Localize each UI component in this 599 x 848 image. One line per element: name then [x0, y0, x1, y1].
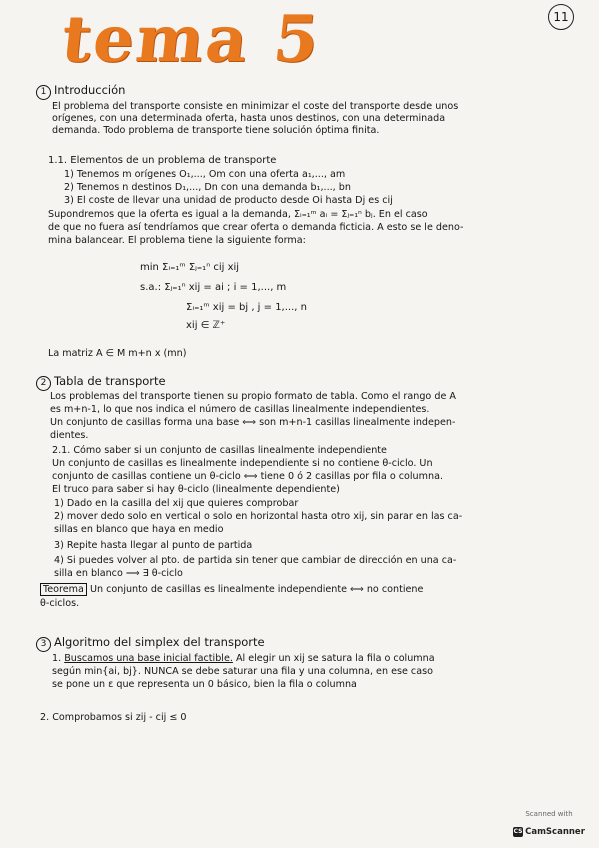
theorem-label: Teorema — [40, 583, 87, 596]
list-item: 2) Tenemos n destinos D₁,..., Dn con una demanda b₁,..., bn — [64, 182, 351, 193]
paragraph-line: se pone un ε que representa un 0 básico, bien la fila o columna — [52, 679, 357, 690]
constraint-demand: Σᵢ₌₁ᵐ xij = bj , j = 1,..., n — [186, 302, 307, 313]
paragraph-line: El truco para saber si hay θ-ciclo (linealmente dependiente) — [52, 484, 340, 495]
section-3-heading — [36, 636, 265, 652]
paragraph-line: mina balancear. El problema tiene la siguiente forma: — [48, 235, 306, 246]
list-item: 3) El coste de llevar una unidad de producto desde Oi hasta Dj es cij — [64, 195, 393, 206]
list-item: 4) Si puedes volver al pto. de partida sin tener que cambiar de dirección en una ca- — [54, 555, 457, 566]
list-item: 1) Tenemos m orígenes O₁,..., Om con una oferta a₁,..., am — [64, 169, 346, 180]
brand-name: CamScanner — [525, 827, 585, 837]
paragraph-line: según min{ai, bj}. NUNCA se debe saturar una fila y una columna, en ese caso — [52, 666, 433, 677]
section-number: 2 — [36, 376, 51, 391]
paragraph-line: Un conjunto de casillas forma una base ⟺ son m+n-1 casillas linealmente indepen- — [50, 417, 456, 428]
theorem-text-cont: θ-ciclos. — [40, 598, 80, 609]
list-item: sillas en blanco que haya en medio — [54, 524, 224, 535]
paragraph-line: Un conjunto de casillas es linealmente independiente si no contiene θ-ciclo. Un — [52, 458, 433, 469]
constraint-supply: s.a.: Σⱼ₌₁ⁿ xij = ai ; i = 1,..., m — [140, 282, 287, 293]
paragraph-line: Supondremos que la oferta es igual a la demanda, Σᵢ₌₁ᵐ aᵢ = Σⱼ₌₁ⁿ bⱼ. En el caso — [48, 209, 428, 220]
step-1 — [52, 653, 435, 665]
list-item: 3) Repite hasta llegar al punto de partida — [54, 540, 253, 551]
theorem-text: Un conjunto de casillas es linealmente independiente ⟺ no contiene — [89, 584, 424, 595]
constraint-integer: xij ∈ ℤ⁺ — [186, 320, 226, 331]
section-number: 1 — [36, 85, 51, 100]
paragraph-line: dientes. — [50, 430, 89, 441]
step-1-underlined: Buscamos una base inicial factible. — [64, 653, 233, 664]
list-item: 1) Dado en la casilla del xij que quieres comprobar — [54, 498, 299, 509]
matrix-line: La matriz A ∈ M m+n x (mn) — [48, 348, 187, 359]
section-2-heading — [36, 375, 166, 391]
section-title: Tabla de transporte — [54, 374, 166, 388]
camscanner-logo-icon: CS — [513, 828, 523, 835]
camscanner-brand — [513, 827, 585, 837]
step-2: 2. Comprobamos si zij - cij ≤ 0 — [40, 712, 187, 723]
step-1-rest: Al elegir un xij se satura la fila o columna — [232, 653, 435, 664]
page-number: 11 — [548, 4, 574, 30]
section-number: 3 — [36, 637, 51, 652]
subsection-heading: 1.1. Elementos de un problema de transporte — [48, 155, 277, 166]
paragraph-line: El problema del transporte consiste en minimizar el coste del transporte desde unos — [52, 101, 459, 112]
subsection-heading: 2.1. Cómo saber si un conjunto de casillas linealmente independiente — [52, 445, 387, 456]
list-item: silla en blanco ⟹ ∃ θ-ciclo — [54, 568, 183, 579]
paragraph-line: Los problemas del transporte tienen su propio formato de tabla. Como el rango de A — [50, 391, 456, 402]
paragraph-line: orígenes, con una determinada oferta, hasta unos destinos, con una determinada — [52, 113, 446, 124]
paragraph-line: de que no fuera así tendríamos que crear oferta o demanda ficticia. A esto se le deno- — [48, 222, 464, 233]
camscanner-watermark — [512, 810, 586, 840]
step-number: 1. — [52, 653, 65, 664]
list-item: 2) mover dedo solo en vertical o solo en horizontal hasta otro xij, sin parar en las ca- — [54, 511, 463, 522]
page-title: tema 5 — [58, 2, 325, 77]
paragraph-line: conjunto de casillas contiene un θ-ciclo ⟺ tiene 0 ó 2 casillas por fila o columna. — [52, 471, 443, 482]
section-title: Algoritmo del simplex del transporte — [54, 635, 265, 649]
paragraph-line: demanda. Todo problema de transporte tiene solución óptima finita. — [52, 125, 380, 136]
section-1-heading — [36, 84, 125, 100]
objective-function: min Σᵢ₌₁ᵐ Σⱼ₌₁ⁿ cij xij — [140, 262, 240, 273]
scanned-with-label: Scanned with — [525, 810, 573, 818]
section-title: Introducción — [54, 83, 126, 97]
theorem — [40, 584, 423, 596]
paragraph-line: es m+n-1, lo que nos indica el número de casillas linealmente independientes. — [50, 404, 430, 415]
